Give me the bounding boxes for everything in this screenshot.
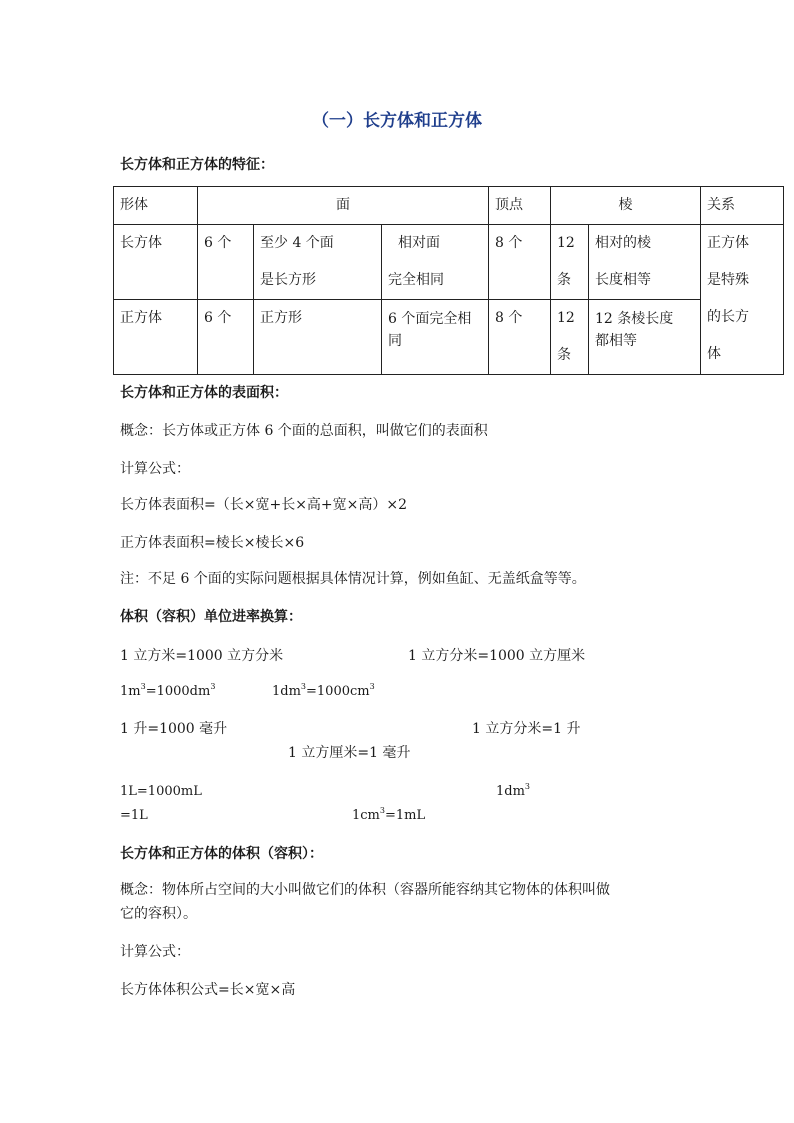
conv-m3-mid: =1000dm xyxy=(145,684,211,699)
page-title: （一）长方体和正方体 xyxy=(312,111,482,131)
conv-m3-sup: 3 xyxy=(140,682,146,691)
header-faces-label: 面 xyxy=(336,197,350,213)
cube-faces-rel-line1: 6 个面完全相 xyxy=(388,311,472,327)
conv-dm3-l-sup: 3 xyxy=(524,782,531,791)
conversion-cm3-ml-text: 1 立方厘米=1 毫升 xyxy=(288,745,411,761)
conv-cm3-ml-pre: 1cm xyxy=(352,808,380,823)
formula-label-volume: 计算公式： xyxy=(120,944,190,960)
surface-note: 注：不足 6 个面的实际问题根据具体情况计算，例如鱼缸、无盖纸盒等等。 xyxy=(120,571,586,587)
header-vertices: 顶点 xyxy=(489,187,551,225)
cuboid-faces-shape-line2: 是长方形 xyxy=(260,272,316,288)
cell-relation xyxy=(701,225,784,375)
table-row-cuboid xyxy=(114,225,784,300)
formula-label-surface: 计算公式： xyxy=(120,461,190,477)
conversion-l-ml-symbol: 1L=1000mL xyxy=(120,784,202,799)
conversion-dm3-cm3-symbol xyxy=(272,683,375,701)
cuboid-edges-count-line1: 12 xyxy=(557,235,575,251)
cube-edges-rel-line2: 都相等 xyxy=(595,333,637,349)
header-edges xyxy=(551,187,701,225)
cell-cube-vertices: 8 个 xyxy=(489,300,551,375)
cell-cuboid-faces-relation xyxy=(382,225,489,300)
features-table xyxy=(113,186,784,375)
conv-cm3-sup: 3 xyxy=(369,682,375,691)
header-edges-label: 棱 xyxy=(618,197,633,213)
cube-edges-rel-lines xyxy=(595,300,694,352)
cell-cube-faces-shape: 正方形 xyxy=(254,300,382,375)
cell-cube-faces-count: 6 个 xyxy=(198,300,254,375)
volume-heading: 长方体和正方体的体积（容积）： xyxy=(120,846,323,862)
table-header-row xyxy=(114,187,784,225)
relation-line3: 的长方 xyxy=(707,309,749,325)
surface-formula-cuboid: 长方体表面积=（长×宽+长×高+宽×高）×2 xyxy=(120,497,408,513)
table-row-cube xyxy=(114,300,784,375)
conversion-dm3-l-symbol-part1 xyxy=(496,783,530,801)
cell-cuboid-vertices: 8 个 xyxy=(489,225,551,300)
conv-m3-pre: 1m xyxy=(120,684,141,699)
cube-faces-rel-line2: 同 xyxy=(388,333,402,349)
volume-formula-cuboid: 长方体体积公式=长×宽×高 xyxy=(120,982,296,998)
conversion-cm3-ml-symbol xyxy=(352,807,425,825)
cell-cuboid-faces-count: 6 个 xyxy=(198,225,254,300)
cell-cube-name: 正方体 xyxy=(114,300,198,375)
units-heading: 体积（容积）单位进率换算： xyxy=(120,609,302,625)
volume-concept-line2: 它的容积）。 xyxy=(120,906,197,922)
conversion-dm3-l-symbol-part2: =1L xyxy=(120,808,148,823)
conv-cm3-ml-post: =1mL xyxy=(384,808,426,823)
cell-cube-faces-relation xyxy=(382,300,489,375)
conv-cm3-mid: =1000cm xyxy=(306,684,370,699)
relation-line2: 是特殊 xyxy=(707,272,749,288)
conversion-m3-dm3-text: 1 立方米=1000 立方分米 xyxy=(120,648,284,664)
relation-line1: 正方体 xyxy=(707,235,749,251)
cell-cuboid-faces-shape xyxy=(254,225,382,300)
cuboid-faces-rel-line2: 完全相同 xyxy=(388,272,444,288)
cube-edges-count-line2: 条 xyxy=(557,347,571,363)
cube-edges-count-line1: 12 xyxy=(557,310,575,326)
header-faces xyxy=(198,187,489,225)
cuboid-edges-count-line2: 条 xyxy=(557,272,571,288)
conversion-m3-dm3-symbol xyxy=(120,683,215,701)
cuboid-faces-rel-line1: 相对面 xyxy=(398,235,440,251)
conv-cm3-ml-sup: 3 xyxy=(379,806,385,815)
cuboid-edges-rel-line2: 长度相等 xyxy=(595,272,651,288)
cell-cuboid-edges-relation xyxy=(589,225,701,300)
surface-formula-cube: 正方体表面积=棱长×棱长×6 xyxy=(120,535,305,551)
conv-dm3-sup: 3 xyxy=(210,682,216,691)
surface-area-heading: 长方体和正方体的表面积： xyxy=(120,385,288,401)
conv-dm3-sup1: 3 xyxy=(300,682,307,691)
cuboid-faces-shape-line1: 至少 4 个面 xyxy=(260,235,334,251)
conversion-dm3-cm3-text: 1 立方分米=1000 立方厘米 xyxy=(408,648,586,664)
conversion-dm3-l-text: 1 立方分米=1 升 xyxy=(472,721,581,737)
cell-cube-edges-relation xyxy=(589,300,701,375)
features-heading: 长方体和正方体的特征： xyxy=(120,157,274,173)
header-shape: 形体 xyxy=(114,187,198,225)
header-relation: 关系 xyxy=(701,187,784,225)
conv-dm3-pre: 1dm xyxy=(272,684,301,699)
surface-area-concept: 概念：长方体或正方体 6 个面的总面积，叫做它们的表面积 xyxy=(120,423,488,439)
conversion-l-ml-text: 1 升=1000 毫升 xyxy=(120,721,228,737)
cube-edges-rel-line1: 12 条棱长度 xyxy=(595,311,674,327)
cube-faces-rel-lines xyxy=(388,300,482,352)
volume-concept-line1: 概念：物体所占空间的大小叫做它们的体积（容器所能容纳其它物体的体积叫做 xyxy=(120,882,610,898)
conv-dm3-l-pre: 1dm xyxy=(496,784,525,799)
relation-line4: 体 xyxy=(707,346,721,362)
cell-cuboid-edges-count xyxy=(551,225,589,300)
cell-cube-edges-count xyxy=(551,300,589,375)
cuboid-edges-rel-line1: 相对的棱 xyxy=(595,235,651,251)
cell-cuboid-name: 长方体 xyxy=(114,225,198,300)
